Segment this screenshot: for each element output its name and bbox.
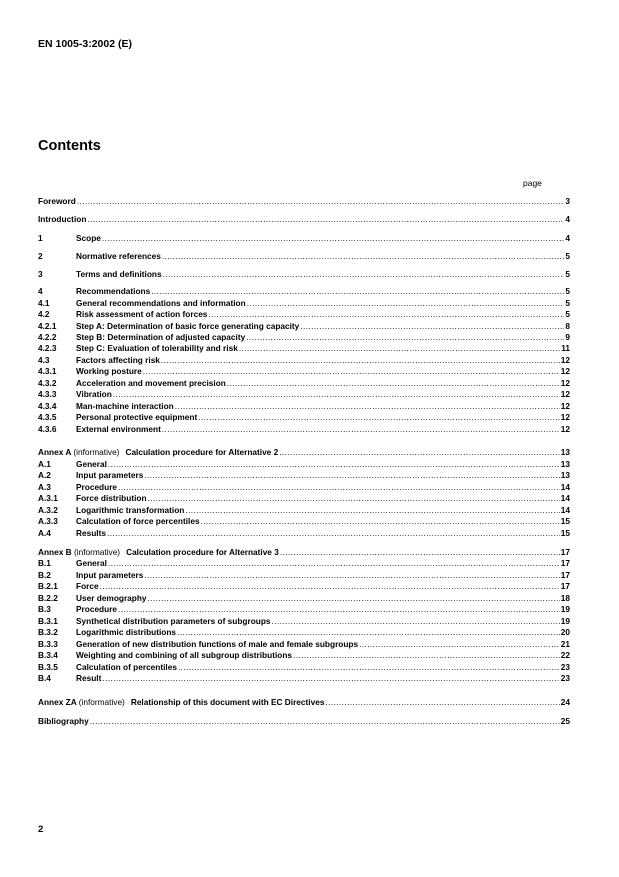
toc-entry-title: Procedure: [76, 482, 118, 492]
toc-entry[interactable]: [38, 516, 570, 527]
toc-leader-dots: [118, 604, 560, 615]
toc-entry[interactable]: [38, 616, 570, 627]
toc-entry[interactable]: [38, 196, 570, 207]
toc-entry-page: 13: [560, 459, 570, 469]
toc-leader-dots: [87, 214, 564, 225]
toc-leader-dots: [162, 424, 560, 435]
toc-entry-page: 19: [560, 616, 570, 626]
toc-entry-page: 21: [560, 639, 570, 649]
toc-leader-dots: [148, 493, 560, 504]
toc-entry-number: 3: [38, 269, 43, 279]
toc-entry[interactable]: [38, 286, 570, 297]
toc-entry-page: 8: [565, 321, 570, 331]
toc-entry-page: 23: [560, 662, 570, 672]
toc-leader-dots: [77, 196, 565, 207]
toc-entry-title: Acceleration and movement precision: [76, 378, 226, 388]
toc-leader-dots: [293, 650, 560, 661]
toc-leader-dots: [151, 286, 564, 297]
toc-leader-dots: [113, 389, 560, 400]
toc-entry[interactable]: [38, 298, 570, 309]
toc-entry[interactable]: [38, 604, 570, 615]
toc-entry-title: Weighting and combining of all subgroup distributions: [76, 650, 293, 660]
toc-entry-page: 11: [561, 343, 570, 353]
toc-entry-page: 19: [560, 604, 570, 614]
toc-entry-title: Normative references: [76, 251, 161, 261]
toc-entry-number: 4.3.1: [38, 366, 57, 376]
toc-entry-number: 4.3.4: [38, 401, 57, 411]
toc-entry-page: 12: [560, 401, 570, 411]
toc-entry-number: 4.1: [38, 298, 50, 308]
toc-entry-page: 12: [560, 389, 570, 399]
toc-entry[interactable]: [38, 251, 570, 262]
toc-leader-dots: [227, 378, 560, 389]
toc-entry[interactable]: [38, 355, 570, 366]
toc-entry-number: B.3: [38, 604, 51, 614]
toc-entry-title: Calculation of force percentiles: [76, 516, 200, 526]
toc-entry-title: Factors affecting risk: [76, 355, 160, 365]
toc-entry-number: A.3.1: [38, 493, 58, 503]
toc-leader-dots: [239, 343, 560, 354]
toc-entry[interactable]: [38, 321, 570, 332]
toc-entry-page: 22: [560, 650, 570, 660]
toc-entry-number: B.2.1: [38, 581, 58, 591]
toc-entry-title: Calculation of percentiles: [76, 662, 177, 672]
toc-entry-annex-note: (informative): [73, 547, 121, 557]
toc-entry-page: 3: [565, 196, 570, 206]
toc-leader-dots: [272, 616, 560, 627]
toc-entry-title: Logarithmic transformation: [76, 505, 185, 515]
toc-entry-title: Generation of new distribution functions of male and female subgroups: [76, 639, 359, 649]
toc-leader-dots: [198, 412, 560, 423]
toc-leader-dots: [185, 505, 559, 516]
toc-entry-title: Man-machine interaction: [76, 401, 174, 411]
toc-entry-title: General: [76, 459, 107, 469]
toc-entry-title: Force: [76, 581, 99, 591]
toc-leader-dots: [102, 673, 559, 684]
toc-entry-page: 5: [565, 251, 570, 261]
toc-entry-title: Annex A (informative) Calculation procedure for Alternative 2: [38, 447, 279, 457]
toc-entry-title: General: [76, 558, 107, 568]
toc-entry[interactable]: [38, 401, 570, 412]
toc-entry-page: 13: [560, 447, 570, 457]
toc-entry[interactable]: [38, 269, 570, 280]
toc-entry-page: 9: [565, 332, 570, 342]
toc-entry-title: Input parameters: [76, 570, 144, 580]
toc-entry[interactable]: [38, 627, 570, 638]
toc-entry-page: 4: [565, 214, 570, 224]
toc-entry[interactable]: [38, 214, 570, 225]
toc-entry-page: 13: [560, 470, 570, 480]
toc-entry-title: Force distribution: [76, 493, 147, 503]
toc-entry-page: 17: [560, 558, 570, 568]
toc-entry-page: 23: [560, 673, 570, 683]
toc-entry-number: B.3.3: [38, 639, 58, 649]
toc-entry-number: A.3: [38, 482, 51, 492]
toc-entry[interactable]: [38, 593, 570, 604]
toc-entry-title: Step A: Determination of basic force generating capacity: [76, 321, 300, 331]
toc-entry-title: Working posture: [76, 366, 142, 376]
toc-entry-number: 2: [38, 251, 43, 261]
toc-entry-number: 4.3.3: [38, 389, 57, 399]
toc-entry-title: Step B: Determination of adjusted capacity: [76, 332, 246, 342]
toc-entry-title: Input parameters: [76, 470, 144, 480]
toc-leader-dots: [280, 547, 560, 558]
toc-leader-dots: [279, 447, 560, 458]
toc-entry[interactable]: [38, 343, 570, 354]
toc-entry-page: 20: [560, 627, 570, 637]
toc-entry-page: 14: [560, 505, 570, 515]
toc-leader-dots: [108, 459, 560, 470]
toc-leader-dots: [107, 528, 560, 539]
toc-entry[interactable]: [38, 309, 570, 320]
toc-entry-number: B.1: [38, 558, 51, 568]
toc-entry[interactable]: [38, 482, 570, 493]
toc-entry-page: 15: [560, 528, 570, 538]
toc-entry-title: Recommendations: [76, 286, 151, 296]
toc-leader-dots: [162, 251, 565, 262]
toc-entry[interactable]: [38, 639, 570, 650]
page-title: Contents: [38, 138, 101, 154]
toc-entry-number: B.2: [38, 570, 51, 580]
toc-entry-title: Bibliography: [38, 716, 89, 726]
toc-entry[interactable]: [38, 470, 570, 481]
toc-entry-annex-note: (informative): [78, 697, 125, 707]
toc-leader-dots: [108, 558, 560, 569]
toc-entry-number: 4.3.2: [38, 378, 57, 388]
toc-entry-title: Introduction: [38, 214, 87, 224]
toc-entry-page: 24: [560, 697, 570, 707]
toc-entry[interactable]: [38, 366, 570, 377]
toc-entry[interactable]: [38, 505, 570, 516]
toc-entry[interactable]: [38, 716, 570, 727]
toc-leader-dots: [100, 581, 560, 592]
toc-leader-dots: [143, 366, 560, 377]
toc-entry-page: 12: [560, 366, 570, 376]
toc-entry-title: User demography: [76, 593, 147, 603]
toc-entry-title: Result: [76, 673, 102, 683]
toc-entry[interactable]: [38, 459, 570, 470]
toc-leader-dots: [148, 593, 560, 604]
toc-leader-dots: [201, 516, 560, 527]
toc-entry-page: 5: [565, 286, 570, 296]
toc-entry-title: Annex B (informative) Calculation procedure for Alternative 3: [38, 547, 279, 557]
toc-entry[interactable]: [38, 424, 570, 435]
toc-entry[interactable]: [38, 673, 570, 684]
toc-entry-number: A.3.2: [38, 505, 58, 515]
toc-entry-number: 4.2: [38, 309, 50, 319]
toc-entry[interactable]: [38, 558, 570, 569]
toc-entry[interactable]: [38, 447, 570, 458]
toc-leader-dots: [144, 470, 559, 481]
toc-entry[interactable]: [38, 581, 570, 592]
toc-entry[interactable]: [38, 650, 570, 661]
toc-entry-title: Step C: Evaluation of tolerability and risk: [76, 343, 238, 353]
toc-leader-dots: [208, 309, 564, 320]
toc-entry[interactable]: [38, 662, 570, 673]
toc-entry-page: 5: [565, 298, 570, 308]
toc-entry-number: 4.3.6: [38, 424, 57, 434]
toc-entry[interactable]: [38, 412, 570, 423]
toc-leader-dots: [118, 482, 560, 493]
toc-entry-page: 17: [560, 547, 570, 557]
toc-leader-dots: [300, 321, 564, 332]
toc-entry-number: B.3.1: [38, 616, 58, 626]
toc-leader-dots: [246, 332, 564, 343]
toc-entry[interactable]: [38, 378, 570, 389]
toc-leader-dots: [161, 355, 560, 366]
toc-entry-page: 15: [560, 516, 570, 526]
toc-leader-dots: [175, 401, 560, 412]
toc-entry-number: B.3.2: [38, 627, 58, 637]
toc-entry[interactable]: [38, 547, 570, 558]
toc-leader-dots: [325, 697, 559, 708]
toc-entry-page: 12: [560, 378, 570, 388]
toc-leader-dots: [163, 269, 565, 280]
toc-entry-page: 14: [560, 493, 570, 503]
toc-entry-title: Procedure: [76, 604, 118, 614]
toc-entry-number: 4: [38, 286, 43, 296]
toc-leader-dots: [102, 233, 564, 244]
toc-leader-dots: [90, 716, 560, 727]
toc-entry[interactable]: [38, 528, 570, 539]
toc-entry[interactable]: [38, 570, 570, 581]
page-column-label: page: [523, 178, 542, 188]
toc-entry-number: 4.2.3: [38, 343, 57, 353]
toc-entry-number: 4.2.1: [38, 321, 57, 331]
toc-entry[interactable]: [38, 389, 570, 400]
toc-entry-page: 18: [560, 593, 570, 603]
toc-entry-title: Vibration: [76, 389, 112, 399]
toc-leader-dots: [177, 627, 560, 638]
toc-entry-number: A.1: [38, 459, 51, 469]
toc-entry-page: 4: [565, 233, 570, 243]
toc-entry-title: Results: [76, 528, 106, 538]
toc-entry-title: Personal protective equipment: [76, 412, 198, 422]
toc-entry-number: 1: [38, 233, 43, 243]
toc-entry[interactable]: [38, 332, 570, 343]
toc-entry-number: B.3.5: [38, 662, 58, 672]
document-header: EN 1005-3:2002 (E): [38, 38, 132, 50]
toc-entry-title: Synthetical distribution parameters of subgroups: [76, 616, 271, 626]
footer-page-number: 2: [38, 824, 44, 835]
toc-entry[interactable]: [38, 233, 570, 244]
toc-entry-number: B.2.2: [38, 593, 58, 603]
toc-entry-title: Terms and definitions: [76, 269, 162, 279]
toc-leader-dots: [247, 298, 565, 309]
toc-entry-page: 12: [560, 412, 570, 422]
toc-entry-title: Logarithmic distributions: [76, 627, 177, 637]
toc-entry-page: 5: [565, 309, 570, 319]
toc-entry-title: General recommendations and information: [76, 298, 246, 308]
toc-entry-page: 5: [565, 269, 570, 279]
toc-entry-number: A.4: [38, 528, 51, 538]
toc-entry-number: 4.3: [38, 355, 50, 365]
toc-entry-number: B.3.4: [38, 650, 58, 660]
toc-entry-number: 4.2.2: [38, 332, 57, 342]
toc-entry-number: A.2: [38, 470, 51, 480]
toc-leader-dots: [359, 639, 560, 650]
toc-entry-page: 12: [560, 424, 570, 434]
toc-entry-page: 14: [560, 482, 570, 492]
toc-entry-number: B.4: [38, 673, 51, 683]
toc-entry-page: 25: [560, 716, 570, 726]
toc-entry-title: Scope: [76, 233, 101, 243]
toc-entry[interactable]: [38, 493, 570, 504]
toc-entry-page: 12: [560, 355, 570, 365]
toc-entry-page: 17: [560, 581, 570, 591]
toc-leader-dots: [178, 662, 560, 673]
toc-entry-page: 17: [560, 570, 570, 580]
toc-leader-dots: [144, 570, 559, 581]
toc-entry-number: 4.3.5: [38, 412, 57, 422]
toc-entry-title: External environment: [76, 424, 161, 434]
toc-entry-title: Annex ZA (informative) Relationship of this document with EC Directives: [38, 697, 325, 707]
toc-entry-number: A.3.3: [38, 516, 58, 526]
toc-entry-title: Foreword: [38, 196, 76, 206]
toc-entry-annex-note: (informative): [73, 447, 120, 457]
toc-entry[interactable]: [38, 697, 570, 708]
toc-entry-title: Risk assessment of action forces: [76, 309, 208, 319]
